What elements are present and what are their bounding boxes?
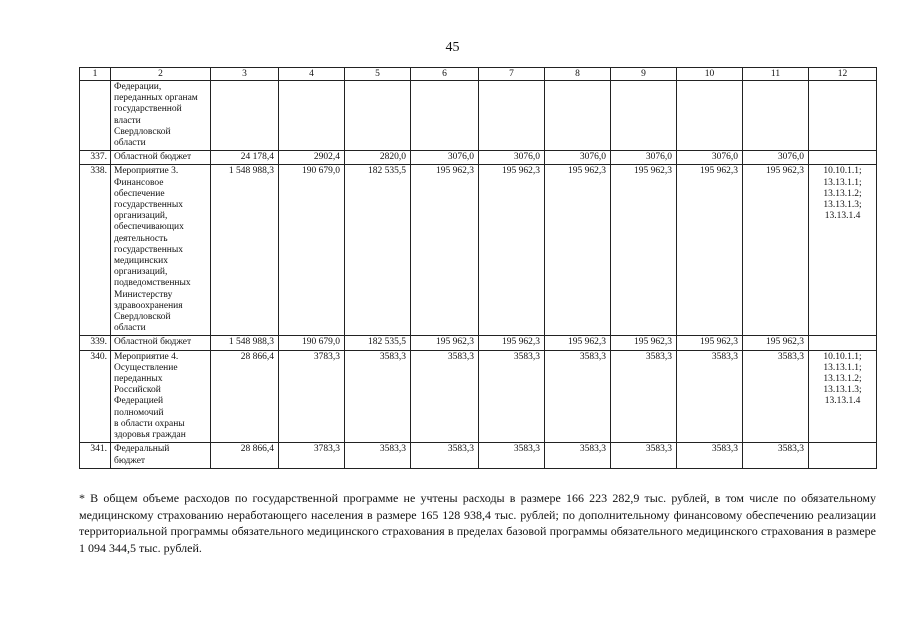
value-cell: 195 962,3 [545, 336, 611, 350]
value-cell [211, 81, 279, 151]
value-cell: 3076,0 [545, 151, 611, 165]
value-cell: 3583,3 [743, 350, 809, 443]
row-name: Мероприятие 4. Осуществление переданных Российской Федерацией полномочий в области охраны здоровья граждан [111, 350, 211, 443]
value-cell: 195 962,3 [479, 336, 545, 350]
value-cell: 3076,0 [611, 151, 677, 165]
value-cell: 195 962,3 [611, 336, 677, 350]
value-cell: 195 962,3 [743, 165, 809, 336]
value-cell [677, 81, 743, 151]
row-name: Областной бюджет [111, 336, 211, 350]
row-number: 337. [80, 151, 111, 165]
value-cell: 1 548 988,3 [211, 336, 279, 350]
table-row [80, 151, 877, 165]
footnote: * В общем объеме расходов по государственной программе не учтены расходы в размере 166 223 282,9 тыс. рублей, в том числе по обязательному медицинскому страхованию неработающего населения в размере 165 128 938,4 тыс. рублей; по дополнительному финансовому обеспечению реализации территориальной программы обязательного медицинского страхования в пределах базовой программы обязательного медицинского страхования в размере 1 094 344,5 тыс. рублей. [79, 491, 876, 555]
value-cell: 182 535,5 [345, 165, 411, 336]
column-header: 7 [479, 68, 545, 81]
value-cell: 3583,3 [677, 443, 743, 468]
value-cell: 182 535,5 [345, 336, 411, 350]
column-header: 6 [411, 68, 479, 81]
value-cell: 28 866,4 [211, 443, 279, 468]
target-codes: 10.10.1.1; 13.13.1.1; 13.13.1.2; 13.13.1.3; 13.13.1.4 [809, 165, 877, 336]
value-cell: 195 962,3 [611, 165, 677, 336]
value-cell: 195 962,3 [743, 336, 809, 350]
value-cell: 195 962,3 [411, 336, 479, 350]
value-cell: 195 962,3 [545, 165, 611, 336]
row-name: Областной бюджет [111, 151, 211, 165]
target-codes [809, 443, 877, 468]
value-cell: 2902,4 [279, 151, 345, 165]
value-cell: 3583,3 [411, 443, 479, 468]
value-cell: 3583,3 [345, 443, 411, 468]
budget-table [79, 67, 877, 469]
value-cell: 190 679,0 [279, 165, 345, 336]
table-row [80, 336, 877, 350]
value-cell: 3783,3 [279, 443, 345, 468]
table-row [80, 350, 877, 443]
value-cell [479, 81, 545, 151]
column-header: 8 [545, 68, 611, 81]
value-cell: 3583,3 [677, 350, 743, 443]
target-codes: 10.10.1.1; 13.13.1.1; 13.13.1.2; 13.13.1.3; 13.13.1.4 [809, 350, 877, 443]
row-name: Федеральный бюджет [111, 443, 211, 468]
target-codes [809, 151, 877, 165]
table-row [80, 443, 877, 468]
value-cell: 190 679,0 [279, 336, 345, 350]
value-cell [345, 81, 411, 151]
value-cell: 1 548 988,3 [211, 165, 279, 336]
value-cell: 3076,0 [411, 151, 479, 165]
row-number: 338. [80, 165, 111, 336]
value-cell: 3076,0 [479, 151, 545, 165]
value-cell: 3583,3 [545, 443, 611, 468]
target-codes [809, 81, 877, 151]
value-cell [279, 81, 345, 151]
page-number: 45 [445, 40, 460, 55]
column-header: 1 [80, 68, 111, 81]
column-header: 4 [279, 68, 345, 81]
value-cell [611, 81, 677, 151]
value-cell [411, 81, 479, 151]
column-header: 12 [809, 68, 877, 81]
column-header: 10 [677, 68, 743, 81]
value-cell [545, 81, 611, 151]
value-cell: 2820,0 [345, 151, 411, 165]
value-cell: 28 866,4 [211, 350, 279, 443]
value-cell: 3583,3 [611, 443, 677, 468]
row-number: 340. [80, 350, 111, 443]
value-cell: 3076,0 [677, 151, 743, 165]
value-cell: 3583,3 [611, 350, 677, 443]
column-header: 11 [743, 68, 809, 81]
table-row [80, 81, 877, 151]
column-header: 3 [211, 68, 279, 81]
value-cell: 3583,3 [479, 443, 545, 468]
table-row [80, 165, 877, 336]
value-cell: 3583,3 [545, 350, 611, 443]
value-cell: 195 962,3 [677, 336, 743, 350]
value-cell: 3783,3 [279, 350, 345, 443]
column-header-row [80, 68, 877, 81]
value-cell: 195 962,3 [479, 165, 545, 336]
row-number [80, 81, 111, 151]
value-cell: 3583,3 [411, 350, 479, 443]
value-cell: 195 962,3 [411, 165, 479, 336]
value-cell: 3583,3 [479, 350, 545, 443]
row-name: Мероприятие 3. Финансовое обеспечение государственных организаций, обеспечивающих деятельность государственных медицинских организаций, подведомственных Министерству здравоохранения Свердловской области [111, 165, 211, 336]
target-codes [809, 336, 877, 350]
value-cell: 3076,0 [743, 151, 809, 165]
value-cell [743, 81, 809, 151]
column-header: 5 [345, 68, 411, 81]
column-header: 9 [611, 68, 677, 81]
value-cell: 3583,3 [743, 443, 809, 468]
value-cell: 195 962,3 [677, 165, 743, 336]
row-number: 341. [80, 443, 111, 468]
value-cell: 3583,3 [345, 350, 411, 443]
row-number: 339. [80, 336, 111, 350]
value-cell: 24 178,4 [211, 151, 279, 165]
column-header: 2 [111, 68, 211, 81]
row-name: Федерации, переданных органам государственной власти Свердловской области [111, 81, 211, 151]
